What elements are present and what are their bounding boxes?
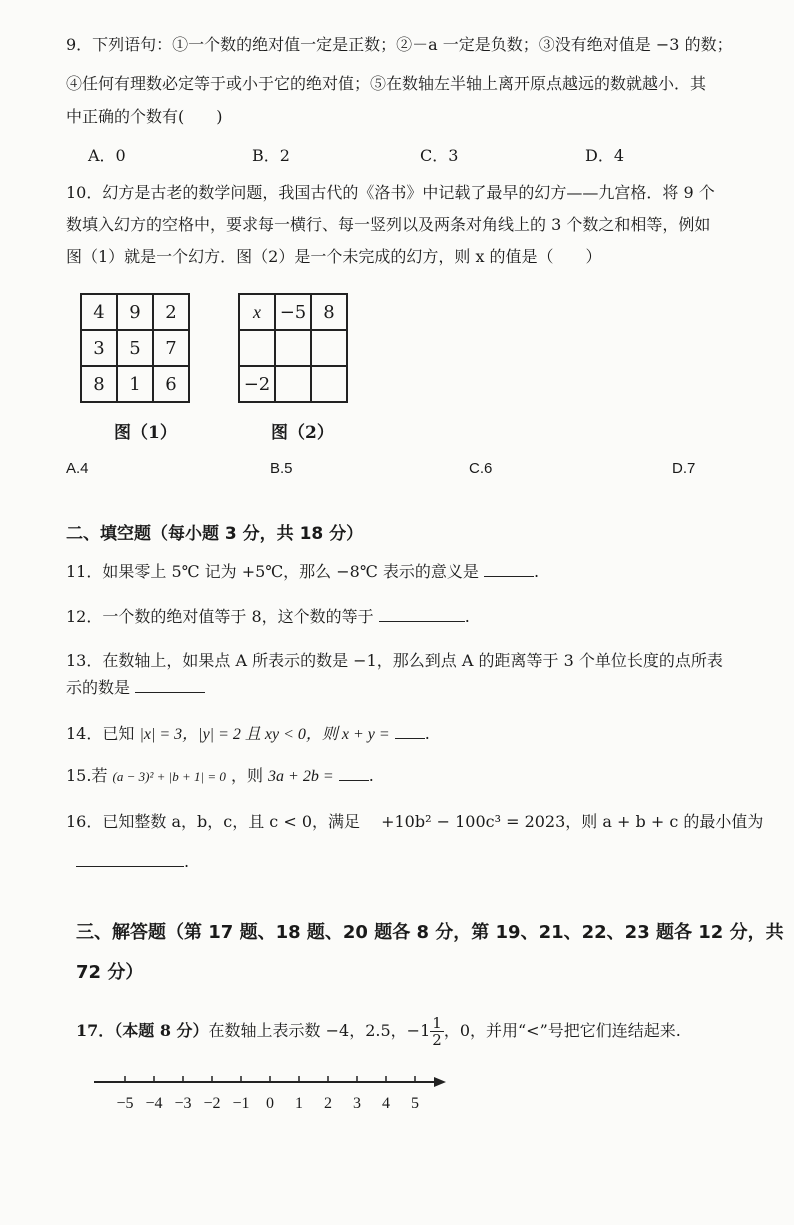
grid2-cell bbox=[275, 330, 311, 366]
section2-title: 二、填空题（每小题 3 分，共 18 分） bbox=[66, 524, 364, 544]
q9-choice-d[interactable]: D．4 bbox=[585, 146, 625, 165]
q13 bbox=[66, 676, 205, 699]
q12-answer-blank[interactable] bbox=[379, 605, 465, 622]
number-line-tick-label: 1 bbox=[295, 1095, 303, 1112]
q17-frac-den: 2 bbox=[432, 1031, 442, 1049]
grid1-cell: 2 bbox=[153, 294, 189, 330]
q10-choice-c[interactable]: C.6 bbox=[469, 460, 493, 477]
q10-line3: 图（1）就是一个幻方．图（2）是一个未完成的幻方，则 x 的值是（ ） bbox=[66, 247, 602, 266]
number-line-tick-label: 5 bbox=[411, 1095, 419, 1112]
section3-title-line2: 72 分） bbox=[76, 962, 144, 983]
section3-title-line1: 三、解答题（第 17 题、18 题、20 题各 8 分，第 19、21、22、23 题各 12 分，共 bbox=[76, 922, 784, 943]
grid1-cell: 6 bbox=[153, 366, 189, 402]
q14-answer-blank[interactable] bbox=[395, 722, 425, 739]
caption-figure-2: 图（2） bbox=[271, 423, 334, 443]
q14-expr: |x| = 3，|y| = 2 且 xy < 0，则 x + y = bbox=[139, 726, 390, 743]
q11-answer-blank[interactable] bbox=[484, 560, 534, 577]
q11-text: 11．如果零上 5℃ 记为 +5℃，那么 −8℃ 表示的意义是 bbox=[66, 562, 479, 581]
q14-pre: 14．已知 bbox=[66, 724, 135, 743]
q12: 12．一个数的绝对值等于 8，这个数的等于 . bbox=[66, 607, 470, 626]
q12-text: 12．一个数的绝对值等于 8，这个数的等于 bbox=[66, 607, 374, 626]
grid2-cell: 8 bbox=[311, 294, 347, 330]
grid2-cell: −5 bbox=[275, 294, 311, 330]
q10-choice-b[interactable]: B.5 bbox=[270, 460, 293, 477]
grid1-cell: 7 bbox=[153, 330, 189, 366]
grid2-cell bbox=[275, 366, 311, 402]
q11: 11．如果零上 5℃ 记为 +5℃，那么 −8℃ 表示的意义是 . bbox=[66, 562, 540, 581]
q16-answer: . bbox=[76, 850, 189, 873]
q10-line1: 10．幻方是古老的数学问题，我国古代的《洛书》中记载了最早的幻方——九宫格．将 9 个 bbox=[66, 183, 715, 202]
q17-frac-num: 1 bbox=[432, 1014, 442, 1032]
caption-figure-1: 图（1） bbox=[114, 423, 177, 443]
q15: 15.若 (a − 3)² + |b + 1| = 0 ，则 3a + 2b = . bbox=[66, 766, 374, 785]
q16-text: 16．已知整数 a，b，c，且 c < 0，满足 +10b² − 100c³ = 2023，则 a + b + c 的最小值为 bbox=[66, 812, 764, 831]
q17-fraction bbox=[430, 1015, 444, 1048]
q9-line3: 中正确的个数有( ) bbox=[66, 107, 223, 126]
q13-line2: 示的数是 bbox=[66, 678, 131, 697]
q15-condition: (a − 3)² + |b + 1| = 0 bbox=[112, 769, 226, 784]
number-line-tick-label: −3 bbox=[174, 1095, 192, 1112]
q16-answer-blank[interactable] bbox=[76, 850, 184, 867]
q9-line1: 9．下列语句：①一个数的绝对值一定是正数；②－a 一定是负数；③没有绝对值是 −3 的数； bbox=[66, 35, 733, 54]
q15-expr: 3a + 2b = bbox=[268, 768, 334, 785]
number-line-tick-label: 0 bbox=[266, 1095, 274, 1112]
grid1-cell: 3 bbox=[81, 330, 117, 366]
q10-line2: 数填入幻方的空格中，要求每一横行、每一竖列以及两条对角线上的 3 个数之和相等，例如 bbox=[66, 215, 711, 234]
magic-square-1 bbox=[80, 293, 190, 403]
grid1-cell: 1 bbox=[117, 366, 153, 402]
q17-text-post: ，0，并用“<”号把它们连结起来. bbox=[443, 1021, 681, 1040]
number-line-tick-label: −2 bbox=[203, 1095, 221, 1112]
number-line-tick-label: 2 bbox=[324, 1095, 332, 1112]
q14: 14．已知 |x| = 3，|y| = 2 且 xy < 0，则 x + y = . bbox=[66, 724, 430, 743]
number-line-tick-label: 3 bbox=[353, 1095, 361, 1112]
q9-choice-a[interactable]: A．0 bbox=[88, 146, 126, 165]
q15-answer-blank[interactable] bbox=[339, 764, 369, 781]
grid2-cell bbox=[311, 330, 347, 366]
q17 bbox=[76, 1015, 681, 1048]
q17-label: 17．（本题 8 分） bbox=[76, 1021, 209, 1040]
q13-line1: 13．在数轴上，如果点 A 所表示的数是 −1，那么到点 A 的距离等于 3 个单位长度的点所表 bbox=[66, 651, 723, 670]
q9-choice-b[interactable]: B．2 bbox=[252, 146, 290, 165]
grid2-cell: x bbox=[239, 294, 275, 330]
number-line[interactable] bbox=[88, 1066, 468, 1136]
grid2-cell: −2 bbox=[239, 366, 275, 402]
q9-line2: ④任何有理数必定等于或小于它的绝对值；⑤在数轴左半轴上离开原点越远的数就越小．其 bbox=[66, 74, 707, 93]
number-line-tick-label: 4 bbox=[382, 1095, 390, 1112]
q17-text-pre: 在数轴上表示数 −4，2.5，−1 bbox=[208, 1021, 431, 1040]
grid1-cell: 9 bbox=[117, 294, 153, 330]
number-line-tick-label: −4 bbox=[145, 1095, 163, 1112]
grid1-cell: 8 bbox=[81, 366, 117, 402]
q15-pre: 15.若 bbox=[66, 766, 108, 785]
q9-choice-c[interactable]: C．3 bbox=[420, 146, 459, 165]
magic-square-2 bbox=[238, 293, 348, 403]
q10-choices bbox=[0, 458, 794, 480]
q13-answer-blank[interactable] bbox=[135, 676, 205, 693]
number-line-tick-label: −5 bbox=[116, 1095, 134, 1112]
number-line-arrow-icon bbox=[434, 1077, 446, 1087]
grid2-cell bbox=[239, 330, 275, 366]
q10-choice-a[interactable]: A.4 bbox=[66, 460, 89, 477]
q10-choice-d[interactable]: D.7 bbox=[672, 460, 696, 477]
q15-mid: ，则 bbox=[230, 766, 263, 785]
grid1-cell: 5 bbox=[117, 330, 153, 366]
q9-choices bbox=[0, 145, 794, 167]
grid2-cell bbox=[311, 366, 347, 402]
number-line-tick-label: −1 bbox=[232, 1095, 250, 1112]
grid1-cell: 4 bbox=[81, 294, 117, 330]
